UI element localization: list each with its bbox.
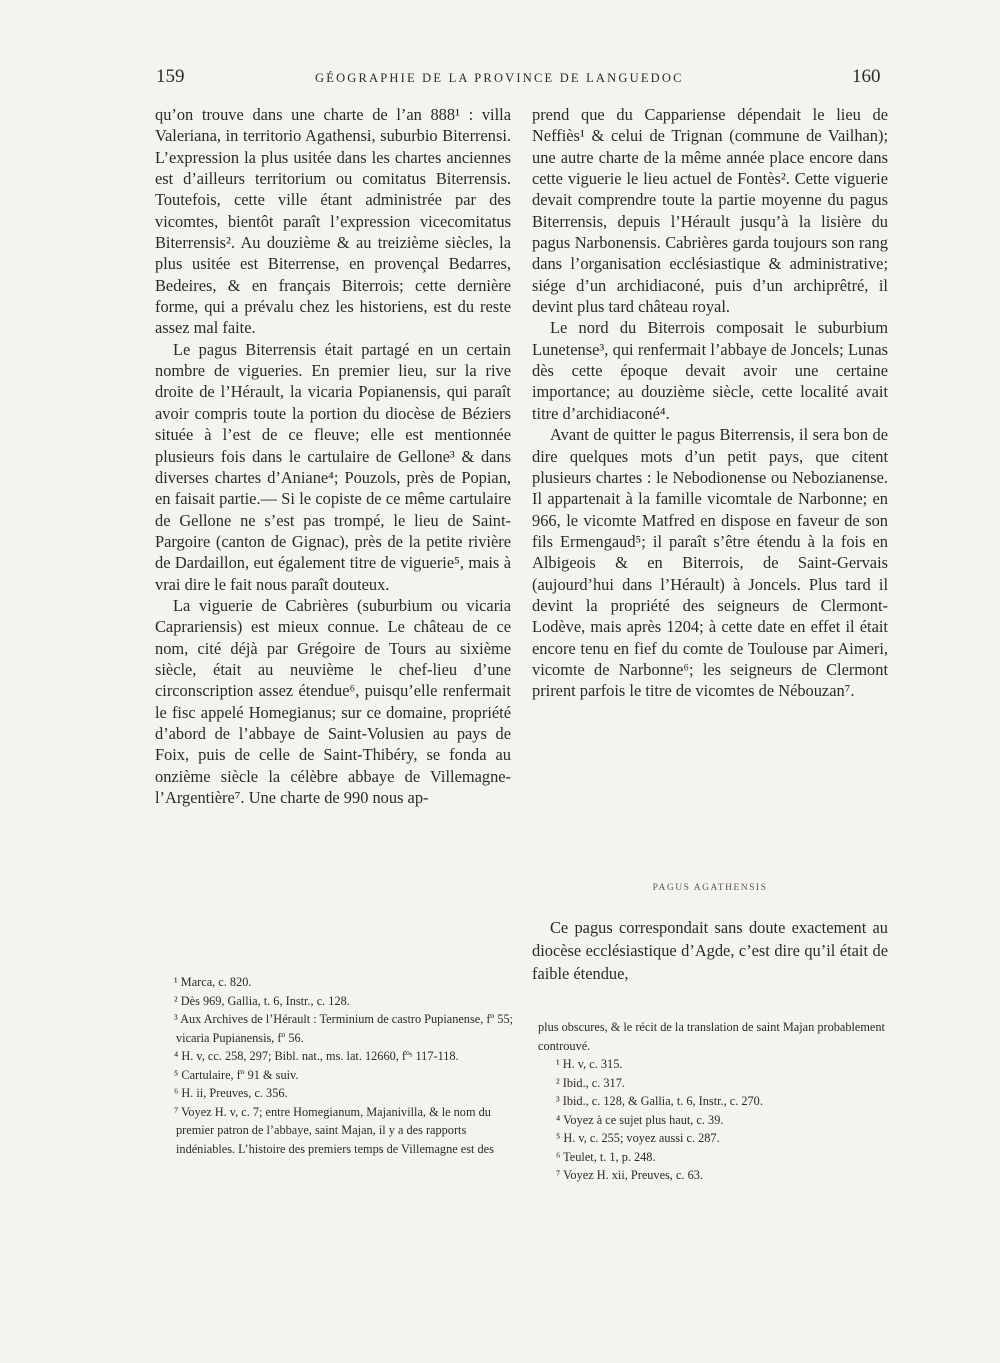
footnote: ⁶ H. ii, Preuves, c. 356. xyxy=(174,1086,288,1100)
footnote: ¹ Marca, c. 820. xyxy=(174,975,252,989)
running-head: GÉOGRAPHIE DE LA PROVINCE DE LANGUEDOC xyxy=(315,71,684,85)
footnote: ⁶ Teulet, t. 1, p. 248. xyxy=(556,1149,656,1164)
right-paragraph-1: prend que du Cappariense dépendait le lieu de Neffiès¹ & celui de Trignan (commune de Vailhan); une autre charte de la même année place encore dans cette viguerie le lieu actuel de Fontès². Cette viguerie devait comprendre toute la partie moyenne du pagus Biterrensis, depuis l’Hérault jusqu’à la lisière du pagus Narbonensis. Cabrières garda toujours son rang dans l’organisation ecclésiastique & administrative; siége d’un archidiaconé, puis d’un archiprêtré, il devint plus tard château royal. xyxy=(532,105,888,317)
left-paragraph-2: Le pagus Biterrensis était partagé en un certain nombre de vigueries. En premier lieu, sur la rive droite de l’Hérault, la vicaria Popianensis, qui paraît avoir compris toute la portion du diocèse de Béziers située à l’est de ce fleuve; elle est mentionnée plusieurs fois dans le cartulaire de Gellone³ & dans diverses chartes d’Aniane⁴; Pouzols, près de Popian, en faisait partie.— Si le copiste de ce même cartulaire de Gellone ne s’est pas trompé, le lieu de Saint-Pargoire (canton de Gignac), près de la petite rivière de Dardaillon, eut également titre de viguerie⁵, mais à vrai dire le fait nous paraît douteux. xyxy=(155,339,511,594)
footnote: ² Dès 969, Gallia, t. 6, Instr., c. 128. xyxy=(174,993,350,1008)
section-body xyxy=(532,916,888,985)
right-column xyxy=(532,104,888,702)
right-paragraph-4: Ce pagus correspondait sans doute exactement au diocèse ecclésiastique d’Agde, c’est dire qu’il était de faible étendue, xyxy=(532,918,888,983)
right-paragraph-2: Le nord du Biterrois composait le suburbium Lunetense³, qui renfermait l’abbaye de Joncels; Lunas dès cette époque devait avoir une certaine importance; au douzième siècle, cette localité avait titre d’archidiaconé⁴. xyxy=(532,318,888,423)
footnote: ⁷ Voyez H. v, c. 7; entre Homegianum, Majanivilla, & le nom du premier patron de l’abbaye, saint Majan, il y a des rapports indéniables. L’histoire des premiers temps de Villemagne est des xyxy=(174,1104,494,1156)
footnotes-right xyxy=(538,1018,900,1185)
footnote: ³ Ibid., c. 128, & Gallia, t. 6, Instr., c. 270. xyxy=(556,1094,763,1108)
left-column xyxy=(155,104,511,808)
footnote: ¹ H. v, c. 315. xyxy=(556,1057,623,1071)
section-heading: PAGUS AGATHENSIS xyxy=(652,883,768,893)
page-number-right: 160 xyxy=(852,66,881,87)
footnote: ⁵ H. v, c. 255; voyez aussi c. 287. xyxy=(556,1131,720,1145)
page-number-left: 159 xyxy=(156,66,185,87)
footnote: ² Ibid., c. 317. xyxy=(556,1075,625,1090)
footnote: ⁷ Voyez H. xii, Preuves, c. 63. xyxy=(556,1168,703,1182)
footnote-continuation: plus obscures, & le récit de la translation de saint Majan probablement controuvé. xyxy=(538,1020,885,1053)
footnote: ³ Aux Archives de l’Hérault : Terminium de castro Pupianense, fº 55; vicaria Pupianensis, fº 56. xyxy=(174,1012,514,1045)
footnotes-left xyxy=(156,973,518,1158)
footnote: ⁵ Cartulaire, fº 91 & suiv. xyxy=(174,1067,299,1082)
left-paragraph-3: La viguerie de Cabrières (suburbium ou vicaria Caprariensis) est mieux connue. Le château de ce nom, cité déjà par Grégoire de Tours au sixième siècle, était au neuvième le chef-lieu d’une circonscription assez étendue⁶, puisqu’elle renfermait le fisc appelé Homegianus; sur ce domaine, propriété d’abord de l’abbaye de Saint-Volusien au pays de Foix, puis de celle de Saint-Thibéry, se fonda au onzième siècle la célèbre abbaye de Villemagne-l’Argentière⁷. Une charte de 990 nous ap- xyxy=(155,595,511,807)
left-paragraph-1: qu’on trouve dans une charte de l’an 888¹ : villa Valeriana, in territorio Agathensi, suburbio Biterrensi. L’expression la plus usitée dans les chartes anciennes est d’ailleurs territorium ou comitatus Biterrensis. Toutefois, cette ville étant administrée par des vicomtes, bientôt paraît l’expression vicecomitatus Biterrensis². Au douzième & au treizième siècles, la plus usitée est Biterrense, en provençal Bedarres, Bedeires, & en français Biterrois; cette dernière forme, qui a prévalu chez les historiens, est du reste assez mal faite. xyxy=(155,105,511,338)
footnote: ⁴ H. v, cc. 258, 297; Bibl. nat., ms. lat. 12660, fºˢ 117-118. xyxy=(174,1049,459,1063)
footnote: ⁴ Voyez à ce sujet plus haut, c. 39. xyxy=(556,1112,724,1127)
right-paragraph-3: Avant de quitter le pagus Biterrensis, il sera bon de dire quelques mots d’un petit pays, que citent plusieurs chartes : le Nebodionense ou Nebozianense. Il appartenait à la famille vicomtale de Narbonne; en 966, le vicomte Matfred en dispose en faveur de son fils Ermengaud⁵; il paraît s’être étendu à la fois en Albigeois & en Biterrois, de Saint-Gervais (aujourd’hui dans l’Hérault) à Joncels. Plus tard il devint la propriété des seigneurs de Clermont-Lodève, mais après 1204; à cette date en effet il était encore tenu en fief du comte de Toulouse par Aimeri, vicomte de Narbonne⁶; les seigneurs de Clermont prirent parfois le titre de vicomtes de Nébouzan⁷. xyxy=(532,425,888,701)
